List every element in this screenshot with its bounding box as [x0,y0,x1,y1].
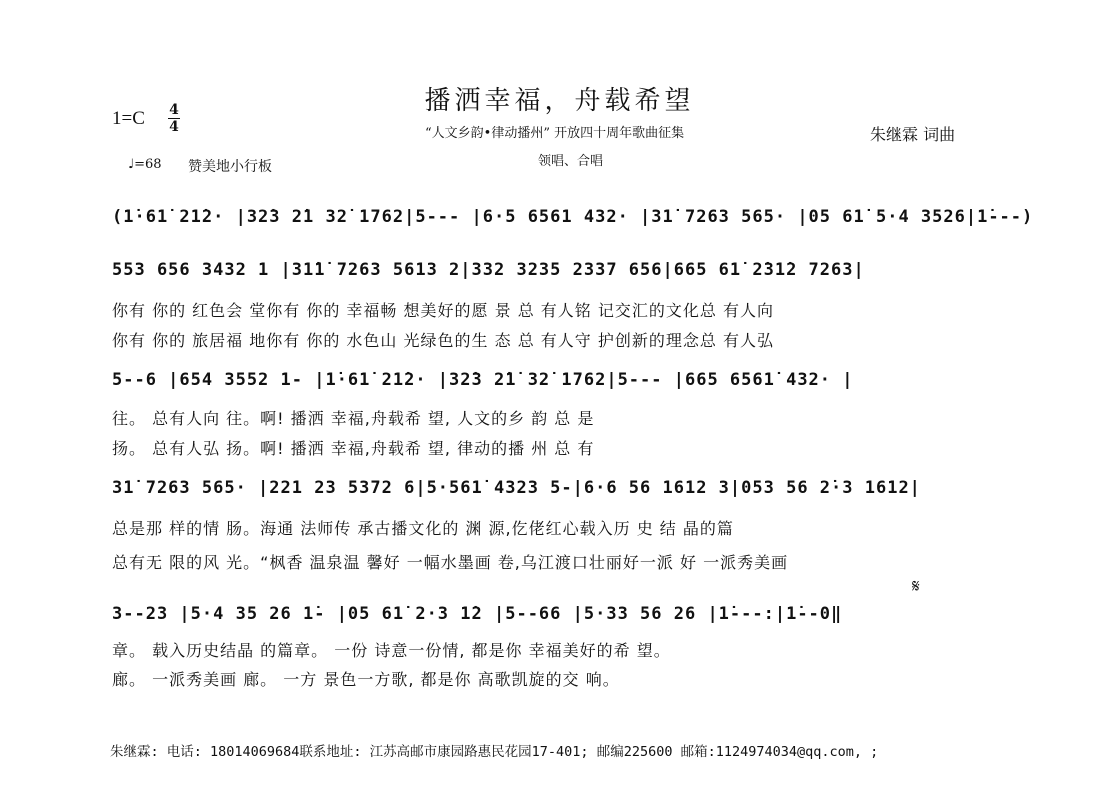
score-row-4-notes: 31̇ 7263 565· |221 23 5372 6|5·561̇ 4323 5-|6·6 56 1612 3|053 56 2̇·3 1612| [112,478,921,498]
score-row-3-lyrics-verse-2: 扬。 总有人弘 扬。啊! 播洒 幸福,舟载希 望, 律动的播 州 总 有 [112,439,595,458]
time-signature-top: 4 [169,102,179,118]
time-signature [168,103,180,134]
contact-info: 朱继霖: 电话: 18014069684联系地址: 江苏高邮市康园路惠民花园17-401; 邮编225600 邮箱:1124974034@qq.com, ; [110,744,879,760]
score-row-4-lyrics-verse-1: 总是那 样的情 肠。海通 法师传 承古播文化的 渊 源,仡佬红心载入历 史 结 晶的篇 [112,519,734,538]
time-signature-bottom: 4 [169,119,179,135]
score-row-2-notes: 553 656 3432 1 |31̇1̇ 7263 5613 2|332 3235 2337 656|665 61̇ 2̇31̇2 7263| [112,260,865,280]
song-title: 播洒幸福，舟载希望 [424,86,695,116]
tempo-marking: ♩=68 [128,157,162,172]
vocal-type: 领唱、合唱 [538,154,604,169]
score-row-5-lyrics-verse-1: 章。 载入历史结晶 的篇章。 一份 诗意一份情, 都是你 幸福美好的希 望。 [112,641,671,660]
subtitle: “人文乡韵•律动播州” 开放四十周年歌曲征集 [425,126,685,141]
score-row-2-lyrics-verse-2: 你有 你的 旅居福 地你有 你的 水色山 光绿色的生 态 总 有人守 护创新的理念总 有人弘 [112,331,774,350]
score-row-5-notes: 3--23 |5·4 35 26 1̇- |05 61̇ 2·3 1̇2 |5--66 |5·33 56 26 |1̇---:|1̇--0‖ [112,604,843,624]
style-marking: 赞美地小行板 [188,159,272,175]
score-row-4-lyrics-verse-2: 总有无 限的风 光。“枫香 温泉温 馨好 一幅水墨画 卷,乌江渡口壮丽好一派 好 一派秀美画 [112,553,789,572]
composer-credit: 朱继霖 词曲 [870,125,956,144]
score-row-1-notes: (1̇·61̇ 21̇2· |32̇3 2̇1 32̇ 1762|5--- |6·5 6561 432· |31̇ 7263 565· |05 61̇ 5·4 3526|1̇---) [112,207,1034,227]
key-signature: 1=C [112,108,145,129]
score-row-3-lyrics-verse-1: 往。 总有人向 往。啊! 播洒 幸福,舟载希 望, 人文的乡 韵 总 是 [112,409,595,428]
score-row-3-notes: 5--6 |654 3552 1- |1̇·61̇ 21̇2· |32̇3 2̇1̇ 32̇ 1762|5--- |665 6561̇ 432· | [112,370,854,390]
score-row-2-lyrics-verse-1: 你有 你的 红色会 堂你有 你的 幸福畅 想美好的愿 景 总 有人铭 记交汇的文化总 有人向 [112,301,774,320]
segno-icon: 𝄋 [912,576,920,597]
score-row-5-lyrics-verse-2: 廊。 一派秀美画 廊。 一方 景色一方歌, 都是你 高歌凯旋的交 响。 [112,670,620,689]
